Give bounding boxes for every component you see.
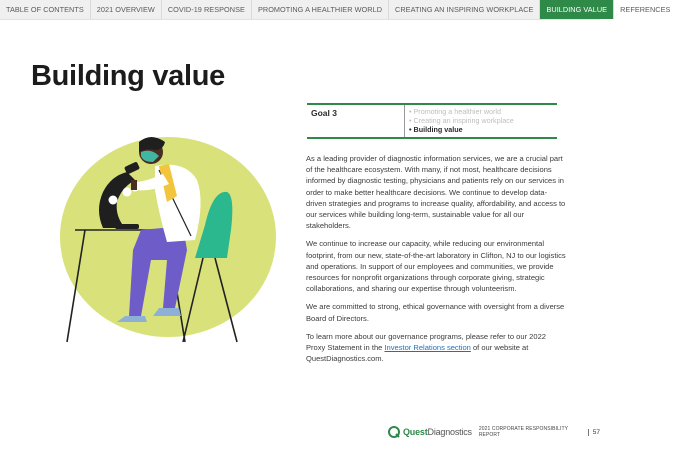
top-navigation: [0, 0, 671, 20]
paragraph: We are committed to strong, ethical governance with oversight from a diverse Board of Directors.: [306, 302, 565, 323]
page-title: Building value: [31, 60, 225, 92]
goal-item-building-value: • Building value: [409, 125, 463, 134]
paragraph: We continue to increase our capacity, while reducing our environmental footprint, from our new, state-of-the-art laboratory in Clifton, NJ to our logistics and operations. In support of our employees and communities, we provide resources for nonprofit organizations through corporate giving, strategic collaborations, and sharing our expertise through volunteerism.: [306, 239, 566, 294]
tab-promoting-healthier-world[interactable]: PROMOTING A HEALTHIER WORLD: [252, 0, 389, 19]
tab-table-of-contents[interactable]: TABLE OF CONTENTS: [0, 0, 91, 19]
tab-building-value[interactable]: BUILDING VALUE: [540, 0, 614, 19]
paragraph: As a leading provider of diagnostic information services, we are a crucial part of the healthcare ecosystem. With many, if not most, healthcare decisions informed by diagnostic testing, physicians and patients rely on our services in order to make better healthcare decisions. We continue to develop data-driven strategies and programs to increase quality, affordability, and access to our services while building long-term, sustainable value for all our stakeholders.: [306, 154, 566, 231]
quest-logo-icon: [388, 426, 400, 438]
page-number: 57: [588, 429, 600, 436]
investor-relations-link[interactable]: Investor Relations section: [384, 343, 471, 353]
paragraph: To learn more about our governance programs, please refer to our 2022 Proxy Statement in the Investor Relations section of our website at QuestDiagnostics.com.: [306, 331, 546, 364]
goal-table: [307, 103, 557, 139]
report-title: 2021 CORPORATE RESPONSIBILITY REPORT: [478, 426, 568, 438]
tab-references[interactable]: REFERENCES: [620, 5, 671, 14]
tab-2021-overview[interactable]: 2021 OVERVIEW: [91, 0, 162, 19]
logo-wordmark: QuestDiagnostics: [403, 427, 472, 437]
body-text: [306, 153, 566, 371]
footer: [388, 425, 600, 439]
scientist-illustration: [55, 130, 295, 360]
goal-item-creating: • Creating an inspiring workplace: [409, 116, 514, 125]
goal-list: [405, 105, 518, 137]
tab-covid-19-response[interactable]: COVID-19 RESPONSE: [162, 0, 252, 19]
tab-creating-inspiring-workplace[interactable]: CREATING AN INSPIRING WORKPLACE: [389, 0, 540, 19]
goal-item-promoting: • Promoting a healthier world: [409, 107, 502, 116]
goal-label: Goal 3: [307, 105, 405, 137]
